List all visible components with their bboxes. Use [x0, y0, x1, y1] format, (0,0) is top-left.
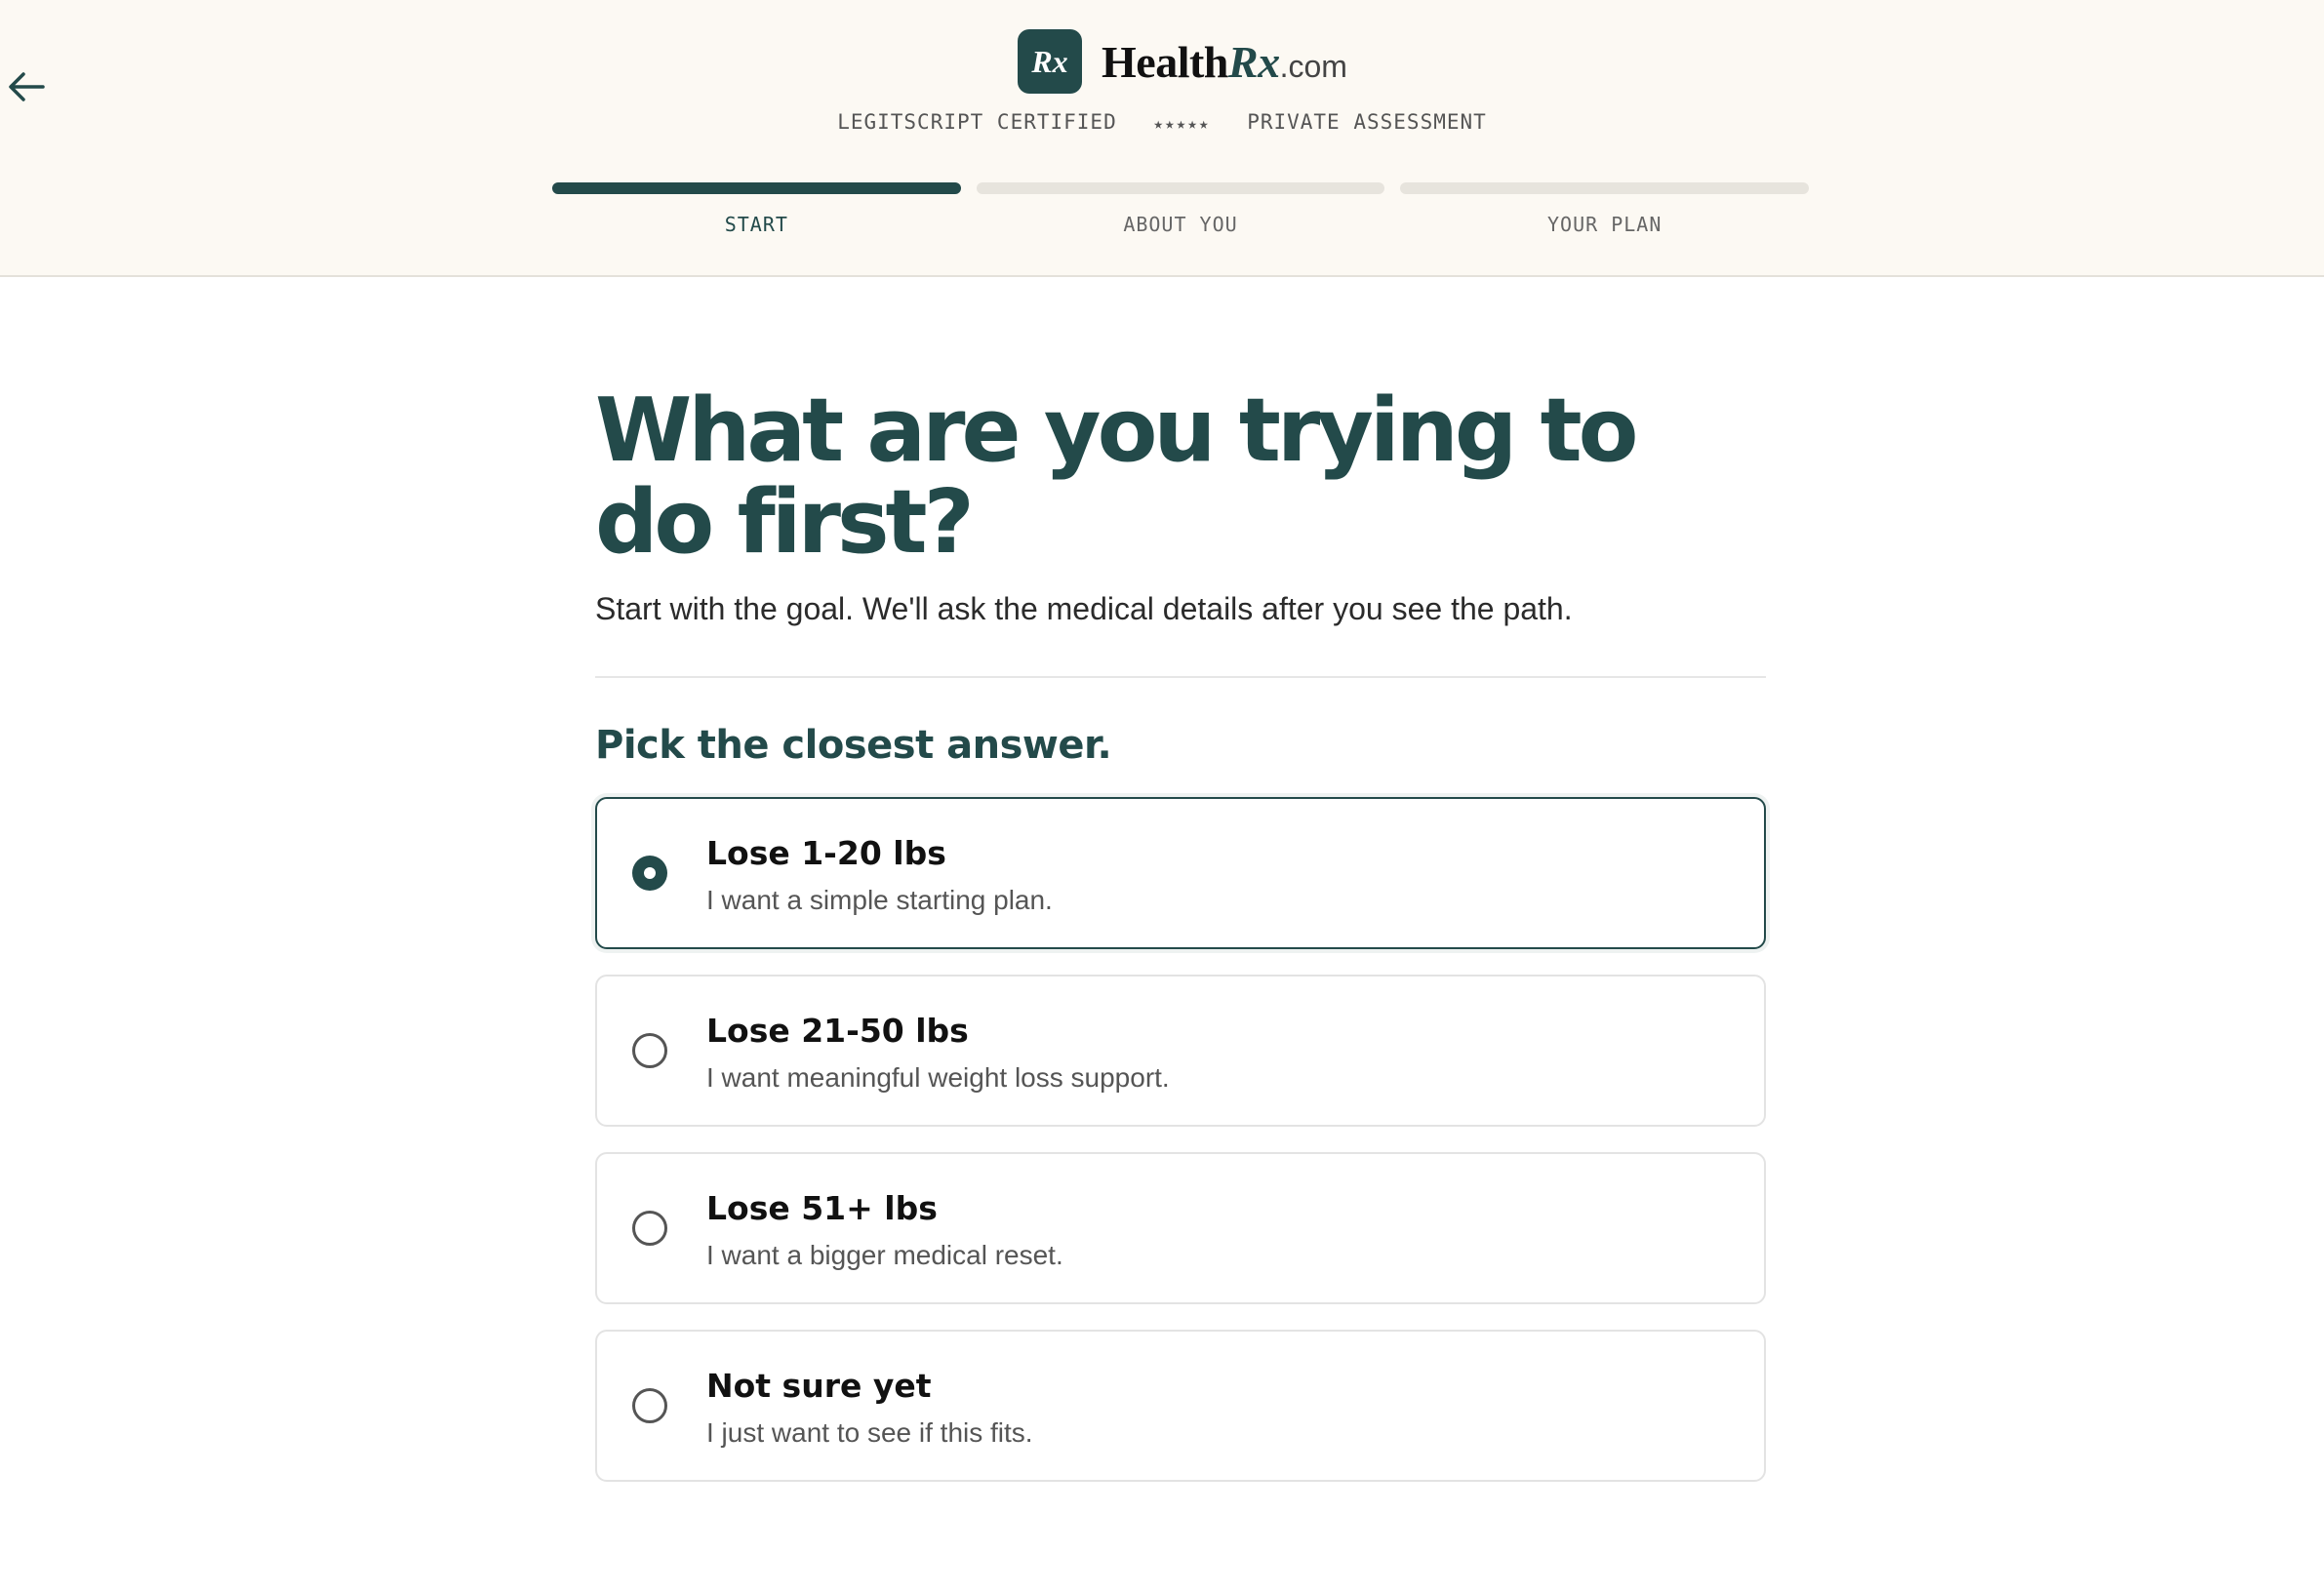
brand-name-rx: Rx: [1227, 36, 1280, 87]
radio-empty-icon[interactable]: [632, 1033, 667, 1068]
progress-segment-about-you: [977, 182, 1385, 194]
arrow-left-icon: [4, 64, 49, 109]
step-label-your-plan: YOUR PLAN: [1546, 213, 1663, 236]
progress-segment-start: [552, 182, 961, 194]
back-button[interactable]: [4, 64, 49, 109]
option-description: I want a bigger medical reset.: [706, 1240, 1063, 1270]
option-lose-51-plus[interactable]: [595, 1152, 1766, 1304]
brand-logo[interactable]: [1018, 28, 1347, 95]
progress-steps: [552, 213, 1809, 236]
step-label-about-you: ABOUT YOU: [1123, 213, 1238, 236]
page-subtitle: Start with the goal. We'll ask the medical details after you see the path.: [595, 591, 1573, 626]
radio-empty-icon[interactable]: [632, 1211, 667, 1246]
private-assessment-label: PRIVATE ASSESSMENT: [1247, 110, 1487, 134]
trust-bar: [0, 110, 2324, 134]
option-title: Lose 51+ lbs: [706, 1189, 938, 1227]
step-label-start: START: [724, 213, 788, 236]
rating-stars: ★★★★★: [1153, 114, 1211, 133]
option-lose-1-20[interactable]: [595, 797, 1766, 949]
divider: [595, 676, 1766, 678]
top-header: [0, 0, 2324, 277]
option-description: I want a simple starting plan.: [706, 885, 1053, 915]
brand-name-health: Health: [1102, 36, 1228, 87]
certified-label: LEGITSCRIPT CERTIFIED: [837, 110, 1117, 134]
option-description: I want meaningful weight loss support.: [706, 1062, 1170, 1093]
option-title: Lose 21-50 lbs: [706, 1012, 969, 1050]
question-prompt: Pick the closest answer.: [595, 723, 1112, 768]
progress-bar: [552, 182, 1809, 194]
brand-name-tld: .com: [1279, 48, 1347, 84]
option-description: I just want to see if this fits.: [706, 1417, 1033, 1448]
option-title: Lose 1-20 lbs: [706, 834, 946, 872]
radio-selected-icon[interactable]: [632, 856, 667, 891]
brand-name: [1102, 36, 1347, 88]
radio-empty-icon[interactable]: [632, 1388, 667, 1423]
page-title: What are you trying to do first?: [595, 379, 1635, 574]
answer-options: [595, 797, 1766, 1482]
option-lose-21-50[interactable]: [595, 975, 1766, 1127]
question-panel: [595, 379, 1766, 1507]
progress-segment-your-plan: [1400, 182, 1809, 194]
brand-mark-icon: Rx: [1018, 29, 1082, 94]
option-title: Not sure yet: [706, 1367, 932, 1405]
option-not-sure[interactable]: [595, 1330, 1766, 1482]
